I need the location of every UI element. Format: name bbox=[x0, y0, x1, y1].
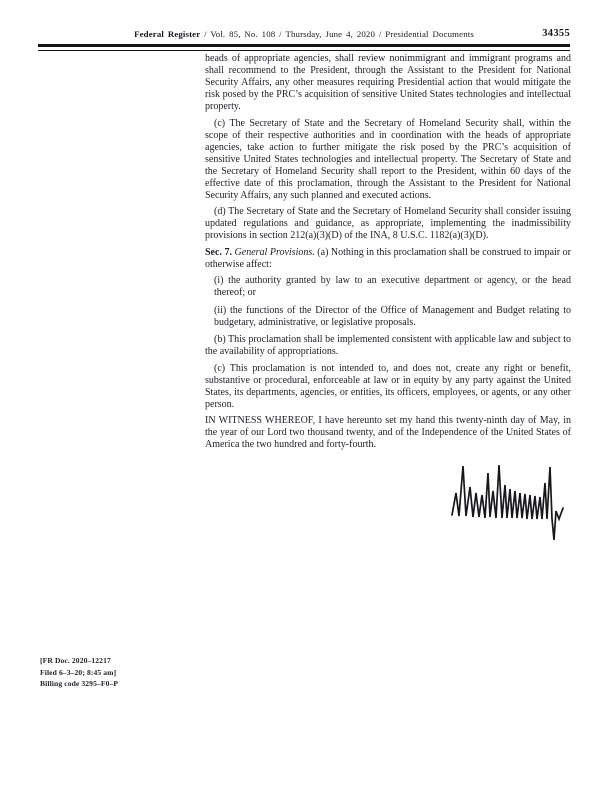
clause-i: (i) the authority granted by law to an executive department or agency, or the head thereof; or bbox=[214, 275, 571, 298]
paragraph-sec7-intro bbox=[205, 247, 571, 271]
sec7-heading: General Provisions. bbox=[234, 246, 318, 258]
paragraph-sec6-c: (c) The Secretary of State and the Secretary of Homeland Security shall, within the scope of their respective authorities and in coordination with the heads of appropriate agencies, take action to further mitigate the risk posed by the PRC’s acquisition of sensitive United States technologies and intellectual property. The Secretary of State and the Secretary of Homeland Security shall report to the President, within 60 days of the effective date of this proclamation, through the Assistant to the President for National Security Affairs, any such planned and executed actions. bbox=[205, 117, 571, 201]
issue-info: / Vol. 85, No. 108 / Thursday, June 4, 2020 / Presidential Documents bbox=[200, 29, 474, 39]
paragraph-continuation: heads of appropriate agencies, shall review nonimmigrant and immigrant programs and shall recommend to the President, through the Assistant to the President for National Security Affairs, any other measures requiring Presidential action that would mitigate the risk posed by the PRC’s acquisition of sensitive United States technologies and intellectual property. bbox=[205, 53, 571, 112]
running-head bbox=[38, 29, 570, 39]
clause-ii: (ii) the functions of the Director of the Office of Management and Budget relating to budgetary, administrative, or legislative proposals. bbox=[214, 304, 571, 328]
paragraph-sec7-b: (b) This proclamation shall be implemented consistent with applicable law and subject to the availability of appropriations. bbox=[205, 334, 571, 357]
sec7-number: Sec. 7. bbox=[205, 246, 235, 258]
document-body bbox=[205, 53, 571, 456]
footer-notes bbox=[40, 655, 118, 690]
paragraph-sec6-d: (d) The Secretary of State and the Secretary of Homeland Security shall consider issuing updated regulations and guidance, as appropriate, implementing the inadmissibility provisions in section 212(a)(3)(D) of the INA, 8 U.S.C. 1182(a)(3)(D). bbox=[205, 206, 571, 241]
sec7-intro-text: (a) Nothing in this proclamation shall be construed to impair or otherwise affect: bbox=[205, 246, 571, 270]
journal-title: Federal Register bbox=[134, 29, 201, 39]
paragraph-sec7-c: (c) This proclamation is not intended to, and does not, create any right or benefit, substantive or procedural, enforceable at law or in equity by any party against the United States, its departments, agencies, or entities, its officers, employees, or agents, or any other person. bbox=[205, 362, 571, 410]
header-rule bbox=[38, 44, 570, 51]
page-number: 34355 bbox=[542, 28, 570, 39]
presidential-signature-icon bbox=[450, 461, 572, 547]
fr-doc-number: [FR Doc. 2020–12217 bbox=[40, 656, 111, 665]
billing-code: Billing code 3295–F0–P bbox=[40, 679, 119, 688]
paragraph-witness: IN WITNESS WHEREOF, I have hereunto set my hand this twenty-ninth day of May, in the year of our Lord two thousand twenty, and of the Independence of the United States of America the two hundred and forty-fourth. bbox=[205, 415, 571, 450]
filed-date: Filed 6–3–20; 8:45 am] bbox=[40, 667, 117, 677]
